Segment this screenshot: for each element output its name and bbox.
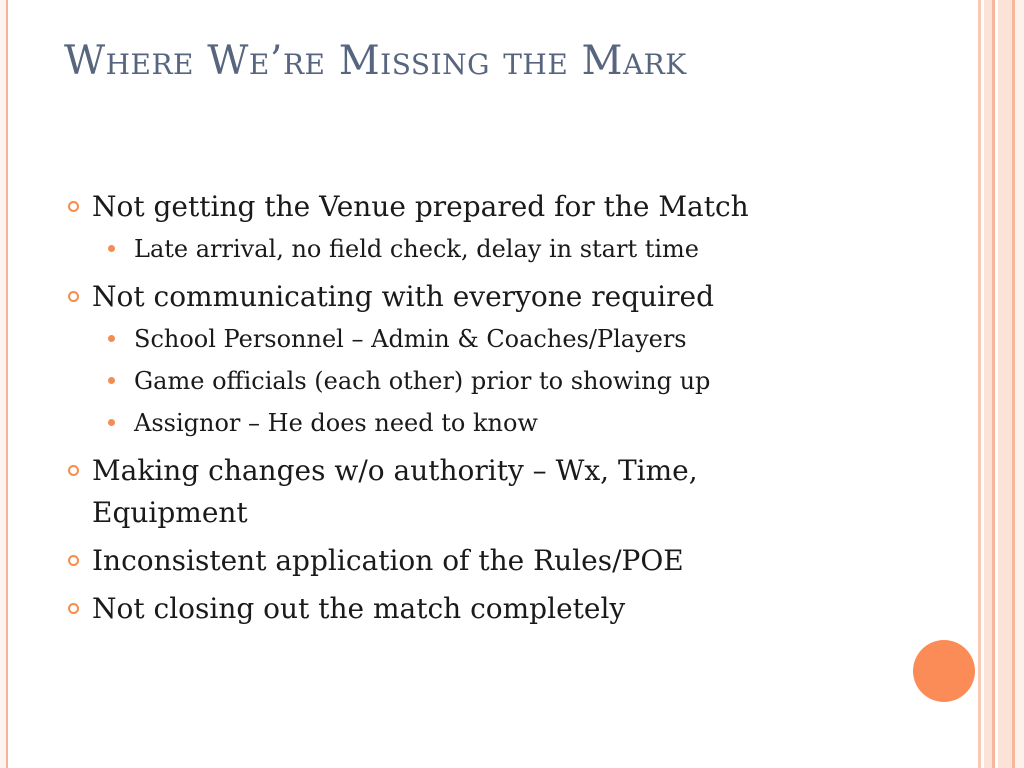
sub-bullet-item: [64, 228, 824, 270]
sub-bullet-item: [64, 402, 824, 444]
right-stripe: [998, 0, 1012, 768]
right-stripe: [978, 0, 981, 768]
bullet-list: [64, 186, 824, 630]
sub-bullet-item: [64, 360, 824, 402]
right-stripe: [1015, 0, 1024, 768]
bullet-text: Not communicating with everyone required: [92, 280, 714, 313]
bullet-item: [64, 276, 824, 318]
bullet-text: Inconsistent application of the Rules/POE: [92, 544, 684, 577]
left-border-decoration: [0, 0, 8, 768]
open-circle-bullet-icon: [68, 291, 79, 302]
bullet-text: Not closing out the match completely: [92, 592, 626, 625]
sub-bullet-text: Assignor – He does need to know: [134, 409, 538, 437]
dot-bullet-icon: [108, 335, 115, 342]
sub-bullet-text: School Personnel – Admin & Coaches/Players: [134, 325, 687, 353]
bullet-text: Not getting the Venue prepared for the Match: [92, 190, 749, 223]
open-circle-bullet-icon: [68, 555, 79, 566]
open-circle-bullet-icon: [68, 201, 79, 212]
open-circle-bullet-icon: [68, 465, 79, 476]
bullet-text: Making changes w/o authority – Wx, Time, Equipment: [92, 454, 698, 529]
dot-bullet-icon: [108, 245, 115, 252]
dot-bullet-icon: [108, 377, 115, 384]
dot-bullet-icon: [108, 419, 115, 426]
sub-bullet-text: Game officials (each other) prior to showing up: [134, 367, 711, 395]
bullet-item: [64, 588, 824, 630]
right-stripe: [992, 0, 995, 768]
bullet-item: [64, 186, 824, 228]
open-circle-bullet-icon: [68, 603, 79, 614]
bullet-item: [64, 540, 824, 582]
orange-circle-icon: [913, 640, 975, 702]
right-stripe: [984, 0, 992, 768]
bullet-item: [64, 450, 824, 534]
sub-bullet-item: [64, 318, 824, 360]
sub-bullet-text: Late arrival, no field check, delay in start time: [134, 235, 700, 263]
slide-title: Where We’re Missing the Mark: [64, 38, 687, 84]
